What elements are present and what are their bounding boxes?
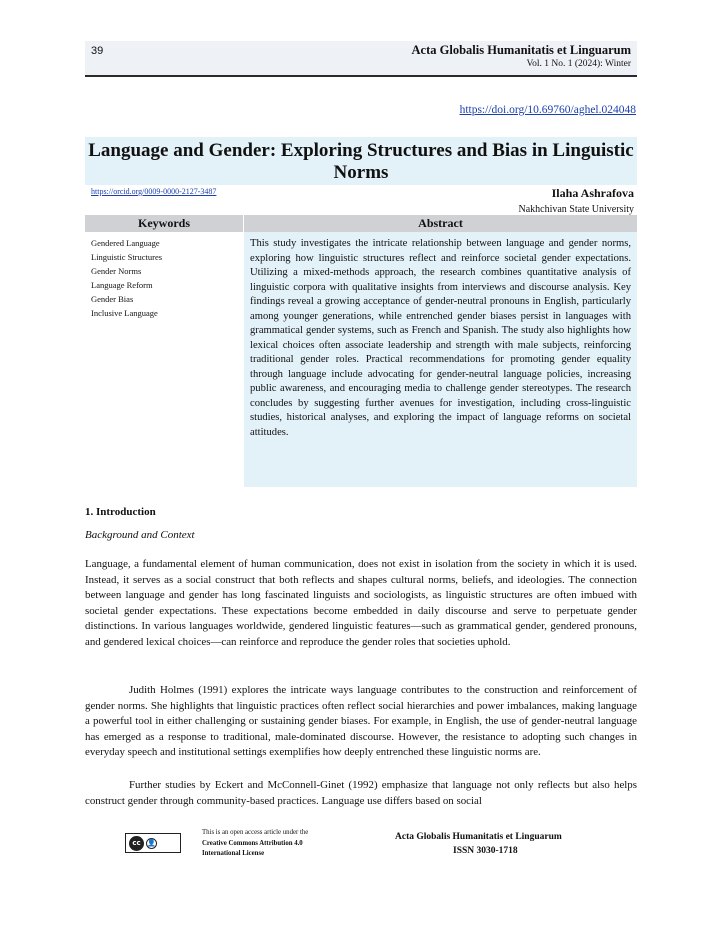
journal-name: Acta Globalis Humanitatis et Linguarum	[411, 43, 631, 57]
issue-info: Vol. 1 No. 1 (2024): Winter	[526, 59, 631, 69]
body-paragraph: Language, a fundamental element of human communication, does not exist in isolation from the society in which it is used. Instead, it serves as a social construct that both reflects and shapes cultural norms, beliefs, and ideologies. The connection between language and gender has long fascinated linguists and sociologists, as linguistic structures are often imbued with societal gender expectations. These expectations become embedded in daily discourse and serve to perpetuate gender distinctions. In various languages worldwide, gendered linguistic features—such as grammatical gender, gendered pronouns, and gendered lexical choices—can reinforce and reproduce the gender roles that societies uphold.	[85, 558, 637, 648]
keyword-item: Inclusive Language	[91, 308, 158, 318]
subsection-heading: Background and Context	[85, 529, 195, 541]
footer-issn: ISSN 3030-1718	[453, 846, 518, 856]
author-name: Ilaha Ashrafova	[551, 186, 634, 200]
keyword-item: Gender Norms	[91, 266, 142, 276]
title-box	[85, 137, 637, 185]
page-footer	[85, 826, 637, 866]
license-link[interactable]: Creative Commons Attribution 4.0	[202, 839, 303, 847]
cc-logo-icon: cc	[129, 836, 144, 851]
running-header	[85, 41, 637, 77]
license-line: International License	[202, 850, 265, 857]
page-number: 39	[91, 45, 104, 57]
abstract-text: This study investigates the intricate relationship between language and gender norms, exploring how linguistic structures reflect and reinforce societal gender expectations. Utilizing a mixed-methods approach, the research combines quantitative analysis of linguistic corpora with qualitative insights from interviews and discourse analysis. Key findings reveal a growing acceptance of gender-neutral pronouns in English, particularly among younger generations, while entrenched gender biases persist in languages with grammatical gender systems, such as French and Spanish. The study also highlights how lexical choices often associate leadership and strength with male subjects, reinforcing traditional gender roles. Practical recommendations for promoting gender equality through language include advocating for gender-neutral language policies, increasing public awareness, and encouraging media to challenge gender stereotypes. The research concludes by suggesting further avenues for investigation, including cross-linguistic studies, historical analyses, and exploring the impact of language reforms on societal attitudes.	[244, 232, 637, 487]
creative-commons-by-icon[interactable]	[125, 833, 181, 853]
doi-link[interactable]: https://doi.org/10.69760/aghel.024048	[459, 104, 636, 116]
footer-journal-name: Acta Globalis Humanitatis et Linguarum	[395, 832, 562, 842]
keywords-heading: Keywords	[85, 215, 243, 232]
keyword-item: Gender Bias	[91, 294, 134, 304]
article-title: Language and Gender: Exploring Structures and Bias in Linguistic Norms	[88, 140, 634, 183]
author-affiliation: Nakhchivan State University	[518, 204, 634, 215]
attribution-person-icon: 👤	[147, 839, 156, 847]
section-heading: 1. Introduction	[85, 506, 156, 518]
keyword-item: Linguistic Structures	[91, 252, 163, 262]
keyword-item: Gendered Language	[91, 238, 160, 248]
keywords-list	[91, 236, 162, 320]
license-line: This is an open access article under the	[202, 829, 309, 836]
body-paragraph: Judith Holmes (1991) explores the intricate ways language contributes to the construction and reinforcement of gender norms. She highlights that linguistic practices often reflect social hierarchies and power imbalances, making language a powerful tool in either challenging or sustaining gender biases. For example, in English, the use of gender-neutral language has emerged as a response to traditional, male-dominated discourse. However, the resistance to adopting such changes in everyday speech and institutional settings exemplifies how deeply entrenched these linguistic norms are.	[85, 684, 637, 758]
keyword-item: Language Reform	[91, 280, 153, 290]
license-notice	[202, 828, 308, 860]
abstract-heading: Abstract	[244, 215, 637, 232]
body-paragraph: Further studies by Eckert and McConnell-Ginet (1992) emphasize that language not only reflects but also helps construct gender through community-based practices. Language use differs based on social	[85, 779, 637, 807]
orcid-link[interactable]: https://orcid.org/0009-0000-2127-3487	[91, 187, 217, 196]
